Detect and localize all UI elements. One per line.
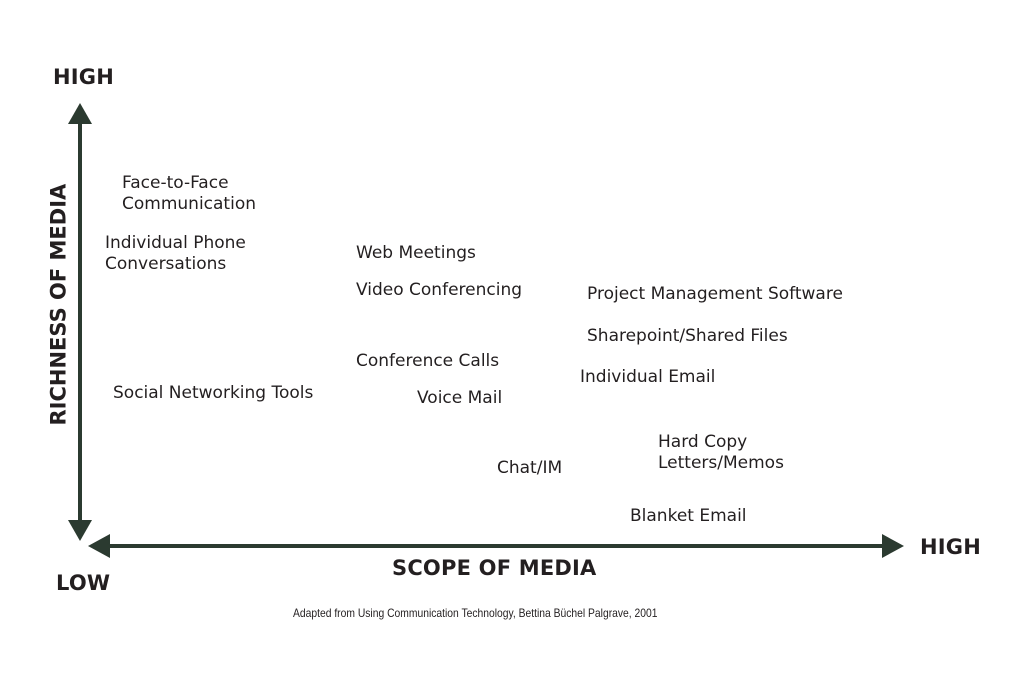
item-line: Web Meetings bbox=[356, 243, 476, 263]
item-line: Letters/Memos bbox=[658, 453, 784, 473]
x-axis-arrowhead-left bbox=[88, 534, 110, 558]
item-line: Conference Calls bbox=[356, 351, 500, 371]
item-individual-email bbox=[580, 367, 715, 388]
item-project-management bbox=[587, 284, 843, 305]
item-individual-phone bbox=[105, 233, 246, 275]
item-hard-copy bbox=[658, 432, 784, 474]
item-line: Blanket Email bbox=[630, 506, 747, 526]
item-line: Hard Copy bbox=[658, 432, 748, 452]
item-line: Social Networking Tools bbox=[113, 383, 314, 403]
item-video-conferencing bbox=[356, 280, 522, 301]
y-axis-title: RICHNESS OF MEDIA bbox=[46, 183, 71, 426]
item-voice-mail bbox=[417, 388, 502, 409]
item-line: Individual Email bbox=[580, 367, 716, 387]
item-web-meetings bbox=[356, 243, 476, 264]
x-axis-title: SCOPE OF MEDIA bbox=[392, 556, 597, 580]
item-line: Conversations bbox=[105, 254, 227, 274]
y-axis-high-label: HIGH bbox=[53, 65, 115, 89]
y-axis-arrowhead-bottom bbox=[68, 520, 92, 541]
item-line: Sharepoint/Shared Files bbox=[587, 326, 788, 346]
item-face-to-face bbox=[122, 173, 256, 215]
item-line: Communication bbox=[122, 194, 256, 214]
item-line: Chat/IM bbox=[497, 458, 563, 478]
item-line: Individual Phone bbox=[105, 233, 246, 253]
item-line: Project Management Software bbox=[587, 284, 843, 304]
y-axis-arrowhead-top bbox=[68, 103, 92, 124]
item-blanket-email bbox=[630, 506, 747, 527]
x-axis-high-label: HIGH bbox=[920, 535, 982, 559]
item-line: Voice Mail bbox=[417, 388, 503, 408]
x-axis-arrowhead-right bbox=[882, 534, 904, 558]
source-caption: Adapted from Using Communication Technology, Bettina Büchel Palgrave, 2001 bbox=[293, 606, 658, 620]
item-line: Face-to-Face bbox=[122, 173, 229, 193]
item-sharepoint bbox=[587, 326, 788, 347]
origin-low-label: LOW bbox=[56, 571, 111, 595]
item-conference-calls bbox=[356, 351, 499, 372]
item-social-networking bbox=[113, 383, 313, 404]
item-line: Video Conferencing bbox=[356, 280, 523, 300]
item-chat-im bbox=[497, 458, 562, 479]
